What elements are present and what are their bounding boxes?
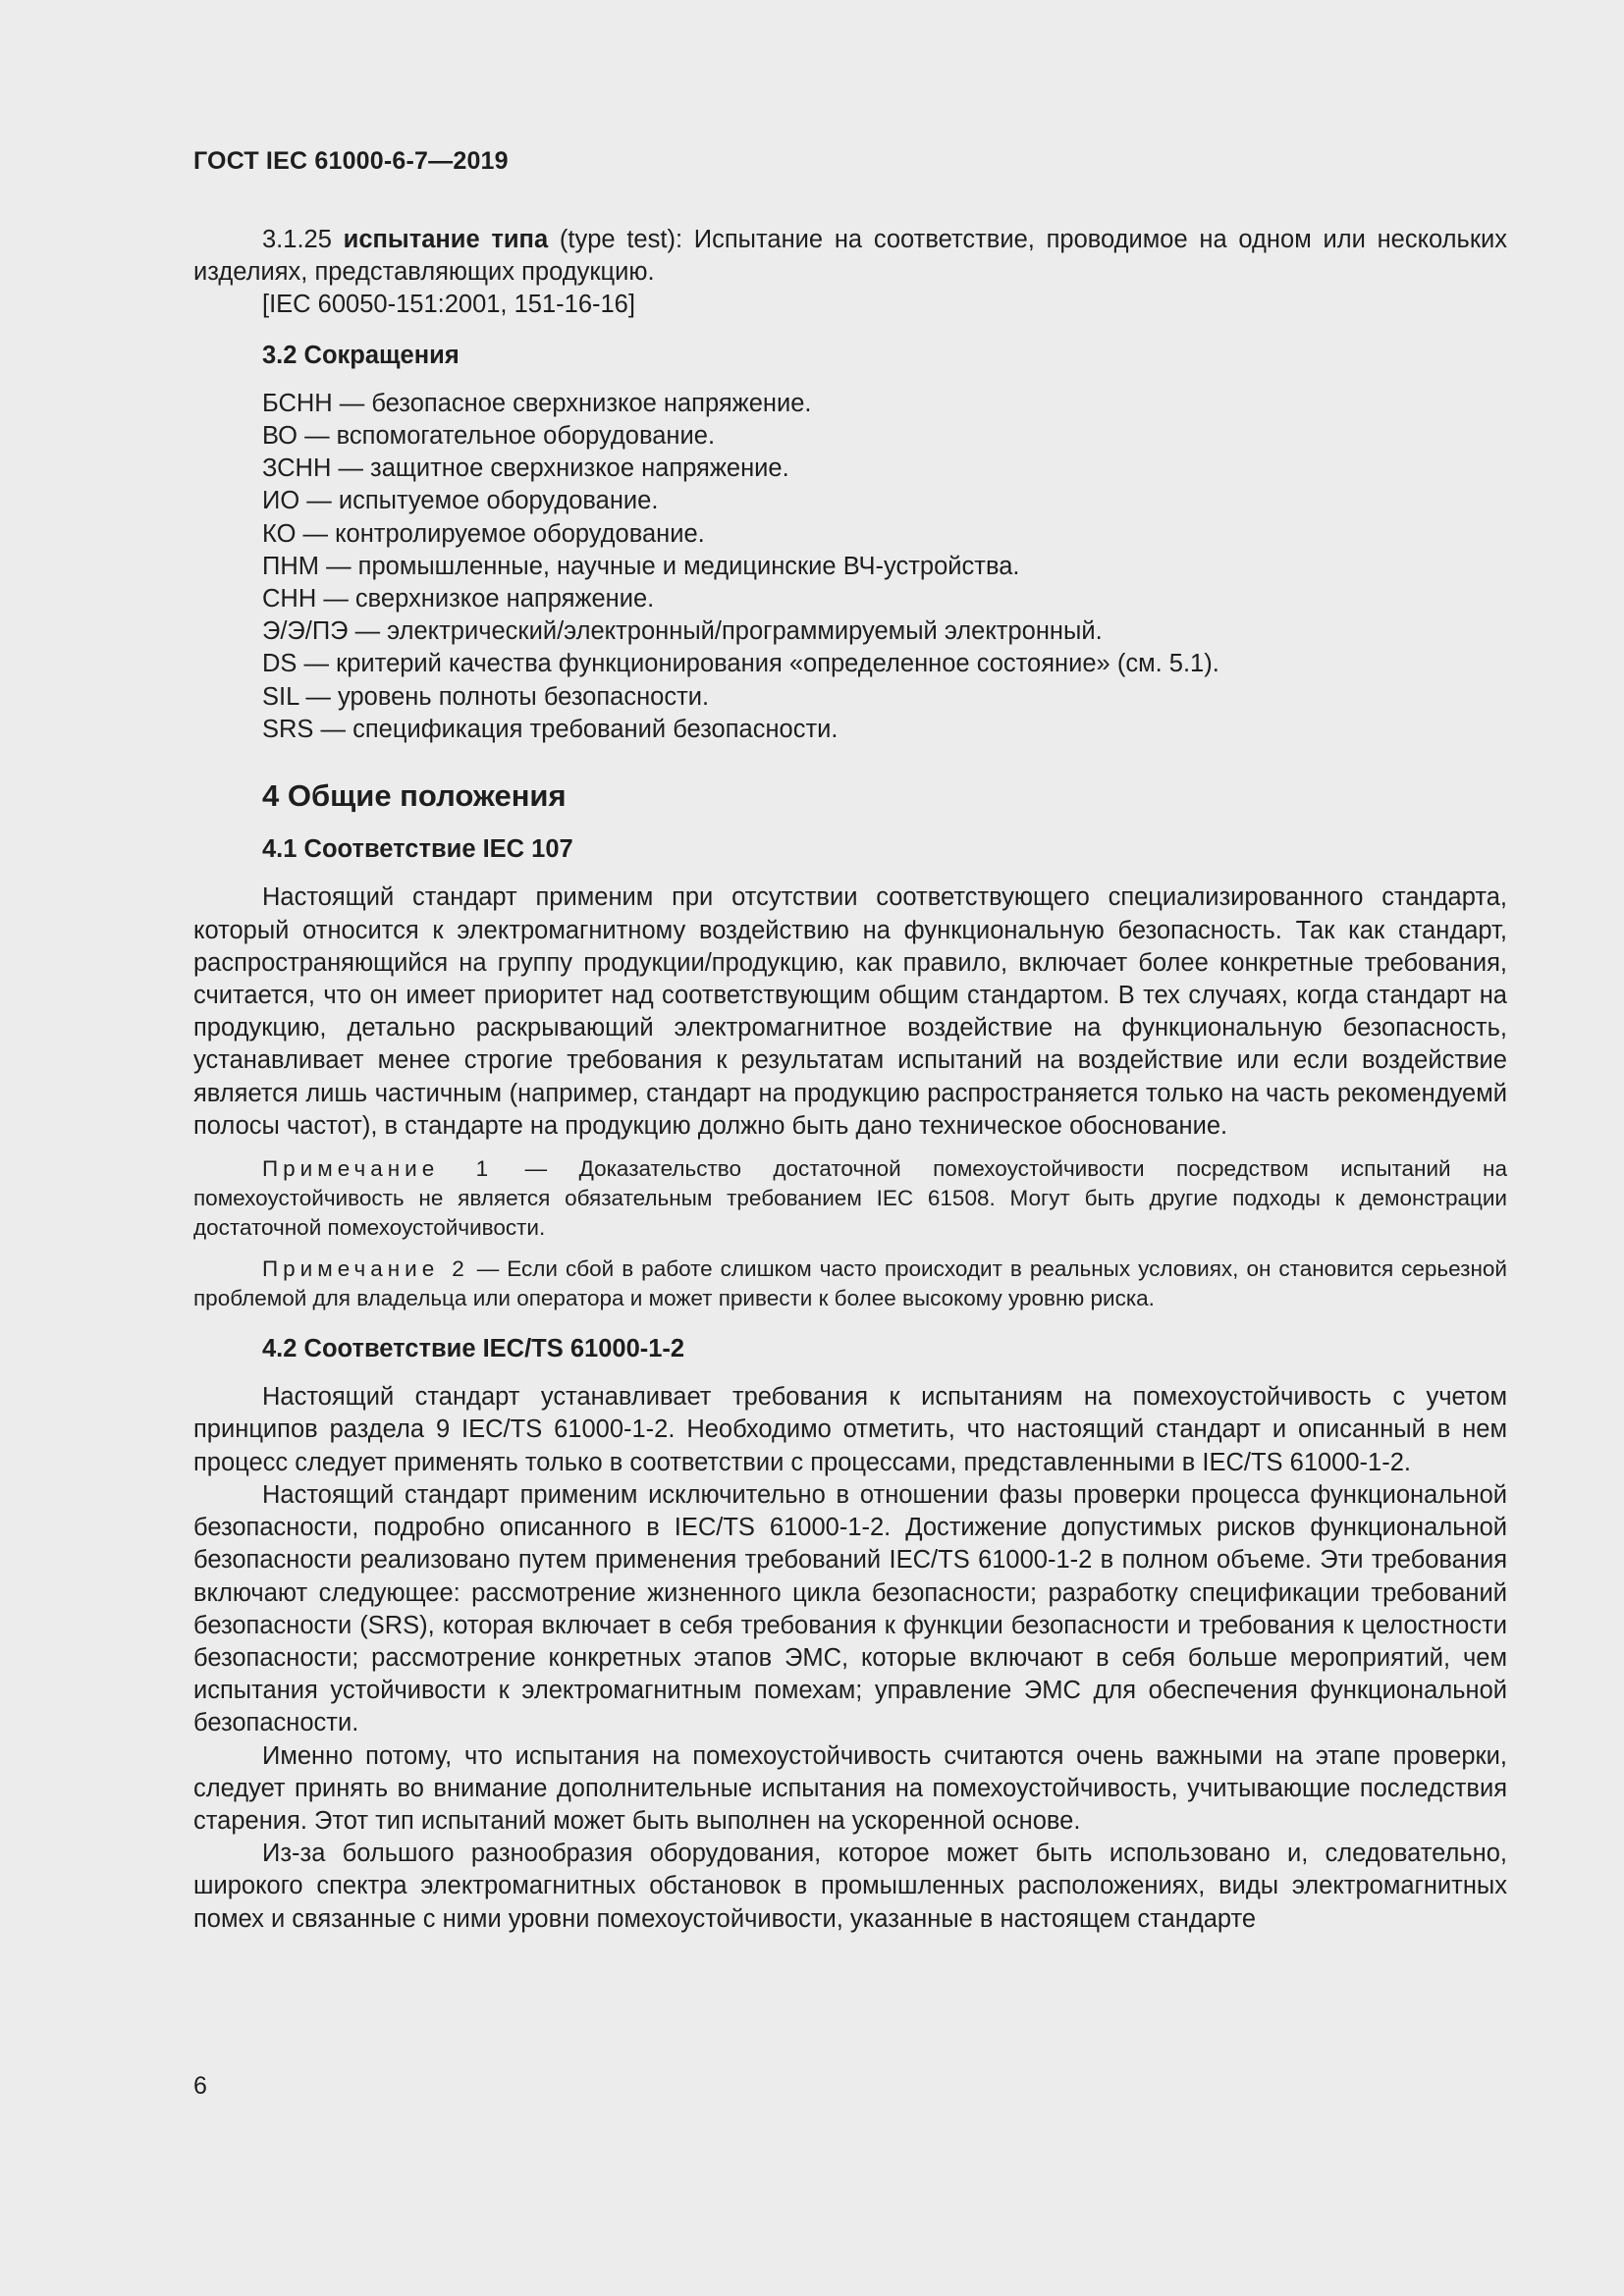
abbreviation-item: DS — критерий качества функционирования «определенное состояние» (см. 5.1). bbox=[262, 650, 1219, 678]
abbreviation-item: Э/Э/ПЭ — электрический/электронный/программируемый электронный. bbox=[262, 617, 1103, 646]
note-2-label: Примечание 2 bbox=[262, 1256, 469, 1282]
section-4-1-title: 4.1 Соответствие IEC 107 bbox=[262, 835, 573, 864]
term-name: испытание типа bbox=[343, 226, 549, 253]
note-2 bbox=[193, 1255, 1507, 1313]
note-1-label: Примечание 1 bbox=[262, 1156, 494, 1182]
section-4-2-paragraph: Именно потому, что испытания на помехоустойчивость считаются очень важными на этапе проверки, следует принять во внимание дополнительные испытания на помехоустойчивость, учитывающие последствия старения. Этот тип испытаний может быть выполнен на ускоренной основе. bbox=[193, 1741, 1507, 1835]
section-4-1-paragraph: Настоящий стандарт применим при отсутствии соответствующего специализированного стандарта, который относится к электромагнитному воздействию на функциональную безопасность. Так как стандарт, распространяющийся на группу продукции/продукцию, как правило, включает более конкретные требования, считается, что он имеет приоритет над соответствующим общим стандартом. В тех случаях, когда стандарт на продукцию, детально раскрывающий электромагнитное воздействие на функциональную безопасность, устанавливает менее строгие требования к результатам испытаний на воздействие или если воздействие является лишь частичным (например, стандарт на продукцию распространяется только на часть рекомендуемй полосы частот), в стандарте на продукцию должно быть дано техническое обоснование. bbox=[193, 883, 1507, 1140]
abbreviation-item: ВО — вспомогательное оборудование. bbox=[262, 422, 716, 451]
term-number: 3.1.25 bbox=[262, 226, 332, 253]
abbreviation-item: SIL — уровень полноты безопасности. bbox=[262, 682, 710, 711]
document-header: ГОСТ IEC 61000-6-7—2019 bbox=[193, 147, 509, 175]
section-4-2-title: 4.2 Соответствие IEC/TS 61000-1-2 bbox=[262, 1335, 685, 1363]
note-1 bbox=[193, 1154, 1507, 1243]
abbreviation-item: ИО — испытуемое оборудование. bbox=[262, 487, 659, 515]
section-3-2-title: 3.2 Сокращения bbox=[262, 341, 460, 369]
abbreviation-item: СНН — сверхнизкое напряжение. bbox=[262, 585, 655, 614]
page-content bbox=[193, 224, 1507, 1936]
section-4-title: 4 Общие положения bbox=[262, 778, 567, 814]
note-1-text: — Доказательство достаточной помехоустойчивости посредством испытаний на помехоустойчивость не является обязательным требованием IEC 61508. Могут быть другие подходы к демонстрации достаточной помехоустойчивости. bbox=[193, 1156, 1507, 1241]
abbreviation-item: ЗСНН — защитное сверхнизкое напряжение. bbox=[262, 454, 789, 483]
abbreviations-list bbox=[193, 388, 1507, 746]
term-definition bbox=[193, 224, 1507, 289]
term-source: [IEC 60050-151:2001, 151-16-16] bbox=[262, 291, 635, 319]
page-number: 6 bbox=[193, 2072, 207, 2100]
note-2-text: — Если сбой в работе слишком часто происходит в реальных условиях, он становится серьезной проблемой для владельца или оператора и может привести к более высокому уровню риска. bbox=[193, 1256, 1508, 1311]
section-4-2-paragraph: Из-за большого разнообразия оборудования, которое может быть использовано и, следовательно, широкого спектра электромагнитных обстановок в промышленных расположениях, виды электромагнитных помех и связанные с ними уровни помехоустойчивости, указанные в настоящем стандарте bbox=[193, 1840, 1507, 1933]
abbreviation-item: БСНН — безопасное сверхнизкое напряжение. bbox=[262, 389, 812, 417]
abbreviation-item: КО — контролируемое оборудование. bbox=[262, 519, 705, 548]
section-4-2-paragraph: Настоящий стандарт устанавливает требования к испытаниям на помехоустойчивость с учетом принципов раздела 9 IEC/TS 61000-1-2. Необходимо отметить, что настоящий стандарт и описанный в нем процесс следует применять только в соответствии с процессами, представленными в IEC/TS 61000-1-2. bbox=[193, 1383, 1507, 1476]
section-4-2-paragraph: Настоящий стандарт применим исключительно в отношении фазы проверки процесса функциональной безопасности, подробно описанного в IEC/TS 61000-1-2. Достижение допустимых рисков функциональной безопасности реализовано путем применения требований IEC/TS 61000-1-2 в полном объеме. Эти требования включают следующее: рассмотрение жизненного цикла безопасности; разработку спецификации требований безопасности (SRS), которая включает в себя требования к функции безопасности и требования к целостности безопасности; рассмотрение конкретных этапов ЭМС, которые включают в себя больше мероприятий, чем испытания устойчивости к электромагнитным помехам; управление ЭМС для обеспечения функциональной безопасности. bbox=[193, 1480, 1507, 1737]
abbreviation-item: SRS — спецификация требований безопасности. bbox=[262, 715, 839, 743]
term-definition-text: (type test): Испытание на соответствие, проводимое на одном или нескольких изделиях, представляющих продукцию. bbox=[193, 226, 1507, 287]
abbreviation-item: ПНМ — промышленные, научные и медицинские ВЧ-устройства. bbox=[262, 552, 1020, 580]
